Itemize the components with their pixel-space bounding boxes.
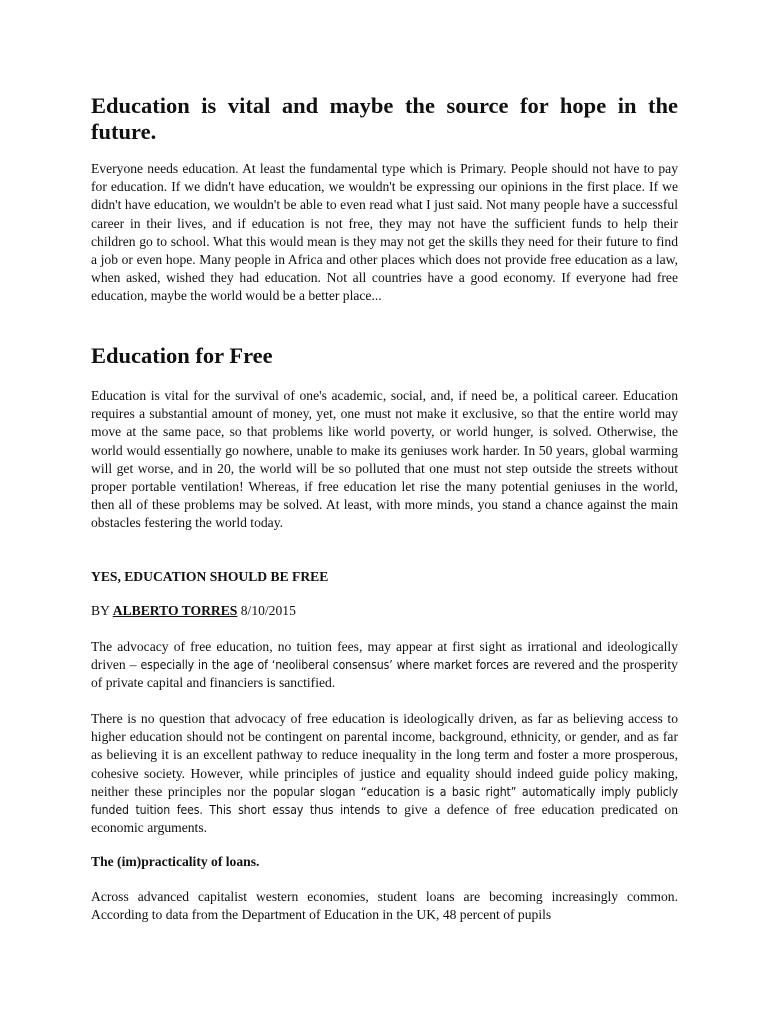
essay-heading: YES, EDUCATION SHOULD BE FREE [91, 569, 329, 584]
essay-subheading: The (im)practicality of loans. [91, 854, 260, 869]
page-title: Education is vital and maybe the source for hope in the future. [91, 93, 678, 144]
intro-paragraph: Everyone needs education. At least the fundamental type which is Primary. People should not have to pay for education. If we didn't have education, we wouldn't be expressing our opinions in the first place. If we didn't have education, we wouldn't be able to even read what I just said. Not many people have a successful career in their lives, and if education is not free, they may not have the sufficient funds to help their children go to school. What this would mean is they may not get the skills they need for their future to find a job or even hope. Many people in Africa and other places which does not provide free education as a law, when asked, wished they had education. Not all countries have a good economy. If everyone had free education, maybe the world would be a better place... [91, 161, 678, 304]
author-link[interactable]: ALBERTO TORRES [112, 603, 238, 618]
essay-paragraph-2-part-a: There is no question that advocacy of free education is ideologically driven, as far as believing access to higher education should not be contingent on parental income, background, ethnicity, or gender, and as far as believing it is an excellent pathway to reduce inequality in the long term and foster a more prosperous, cohesive society. However, while principles of justice and equality should indeed guide policy making, neither these principles nor the [91, 711, 678, 799]
byline [91, 602, 678, 620]
section-heading: Education for Free [91, 343, 273, 368]
essay-paragraph-1-part-a: The advocacy of free education, no tuition fees, may appear at first sight as irrational and ideologically driven – [91, 639, 678, 673]
essay-paragraph-2 [91, 710, 678, 837]
essay-paragraph-1-part-c: revered and the prosperity of private capital and financiers is sanctified. [91, 657, 678, 691]
section-paragraph: Education is vital for the survival of one's academic, social, and, if need be, a political career. Education requires a substantial amount of money, yet, one must not make it exclusive, so that the entire world may move at the same pace, so that problems like world poverty, or world hunger, is solved. Otherwise, the world would essentially go nowhere, unable to make its geniuses work harder. In 50 years, global warming will get worse, and in 20, the world will be so polluted that one must not step outside the streets without proper portable ventilation! Whereas, if free education let rise the many potential geniuses in the world, then all of these problems may be solved. At least, with more minds, you stand a chance against the main obstacles festering the world today. [91, 388, 678, 531]
essay-paragraph-1 [91, 638, 678, 693]
essay-paragraph-1-part-b: especially in the age of ‘neoliberal consensus’ where market forces are [140, 658, 530, 673]
essay-paragraph-2-part-b: popular slogan “education is a basic right” automatically imply publicly funded tuition fees. This short essay thus intends to [91, 784, 678, 818]
essay-paragraph-2-part-c: give a defence of free education predicated on economic arguments. [91, 802, 678, 836]
byline-prefix: BY [91, 603, 113, 618]
essay-paragraph-3: Across advanced capitalist western economies, student loans are becoming increasingly common. According to data from the Department of Education in the UK, 48 percent of pupils [91, 889, 678, 923]
byline-date: 8/10/2015 [237, 603, 296, 618]
